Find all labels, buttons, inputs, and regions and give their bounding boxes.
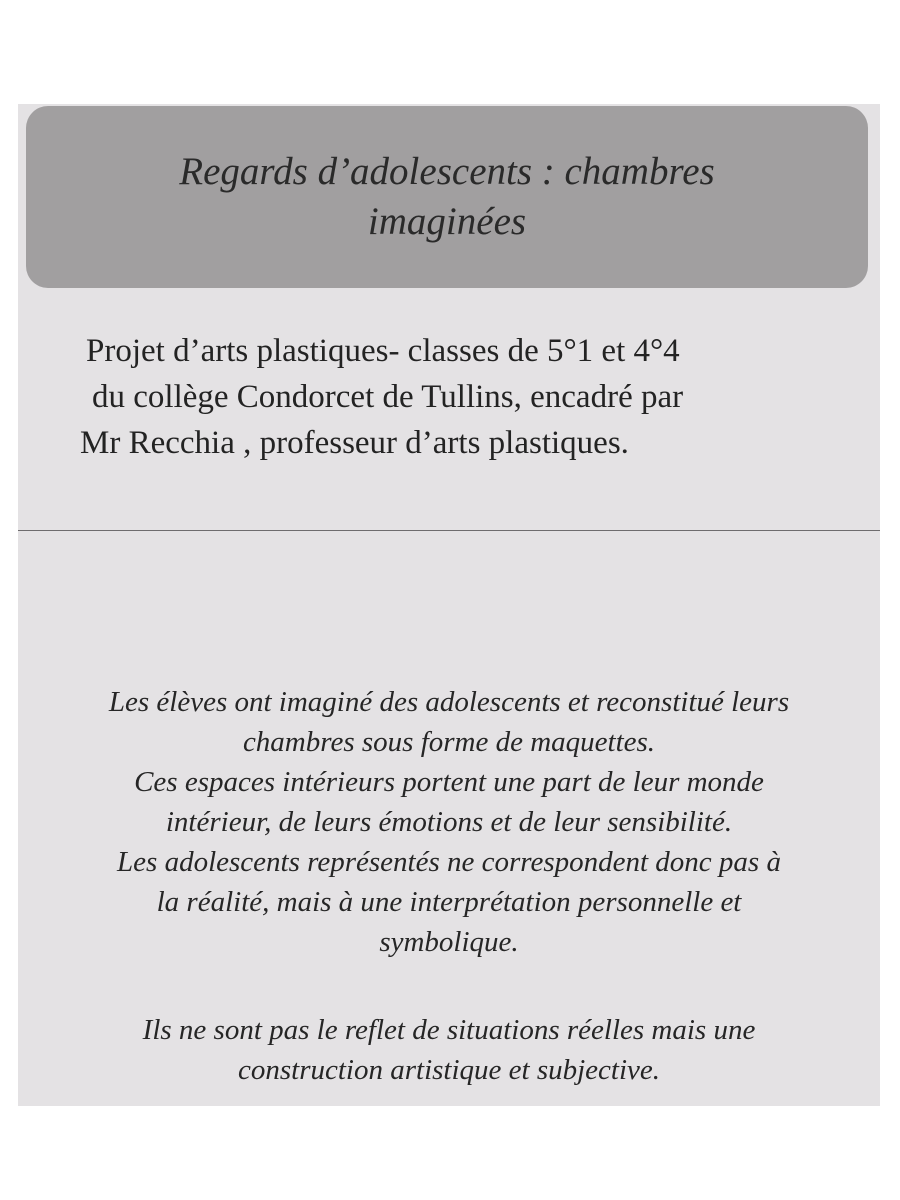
project-line-2: du collège Condorcet de Tullins, encadré par <box>92 379 684 415</box>
closing-line-1: Ils ne sont pas le reflet de situations réelles mais une <box>142 1014 756 1046</box>
description-line-1: Les élèves ont imaginé des adolescents et reconstitué leurs <box>108 686 790 718</box>
closing-paragraph <box>18 1010 880 1090</box>
description-line-2: chambres sous forme de maquettes. <box>242 726 656 758</box>
description-line-6: la réalité, mais à une interprétation personnelle et <box>156 886 742 918</box>
project-line-1: Projet d’arts plastiques- classes de 5°1 et 4°4 <box>86 333 680 369</box>
exhibition-panel <box>18 104 880 1106</box>
title-banner <box>26 106 868 288</box>
description-line-3: Ces espaces intérieurs portent une part de leur monde <box>134 766 764 798</box>
panel-title-line-1: Regards d’adolescents : chambres <box>179 150 715 193</box>
project-credits <box>18 328 880 466</box>
panel-title-line-2: imaginées <box>367 200 527 243</box>
section-divider <box>18 530 880 531</box>
description-paragraph <box>18 682 880 962</box>
description-line-5: Les adolescents représentés ne correspondent donc pas à <box>117 846 781 878</box>
description-line-7: symbolique. <box>379 926 519 958</box>
description-line-4: intérieur, de leurs émotions et de leur sensibilité. <box>165 806 733 838</box>
closing-line-2: construction artistique et subjective. <box>237 1054 661 1086</box>
project-line-3: Mr Recchia , professeur d’arts plastiques. <box>80 425 629 461</box>
